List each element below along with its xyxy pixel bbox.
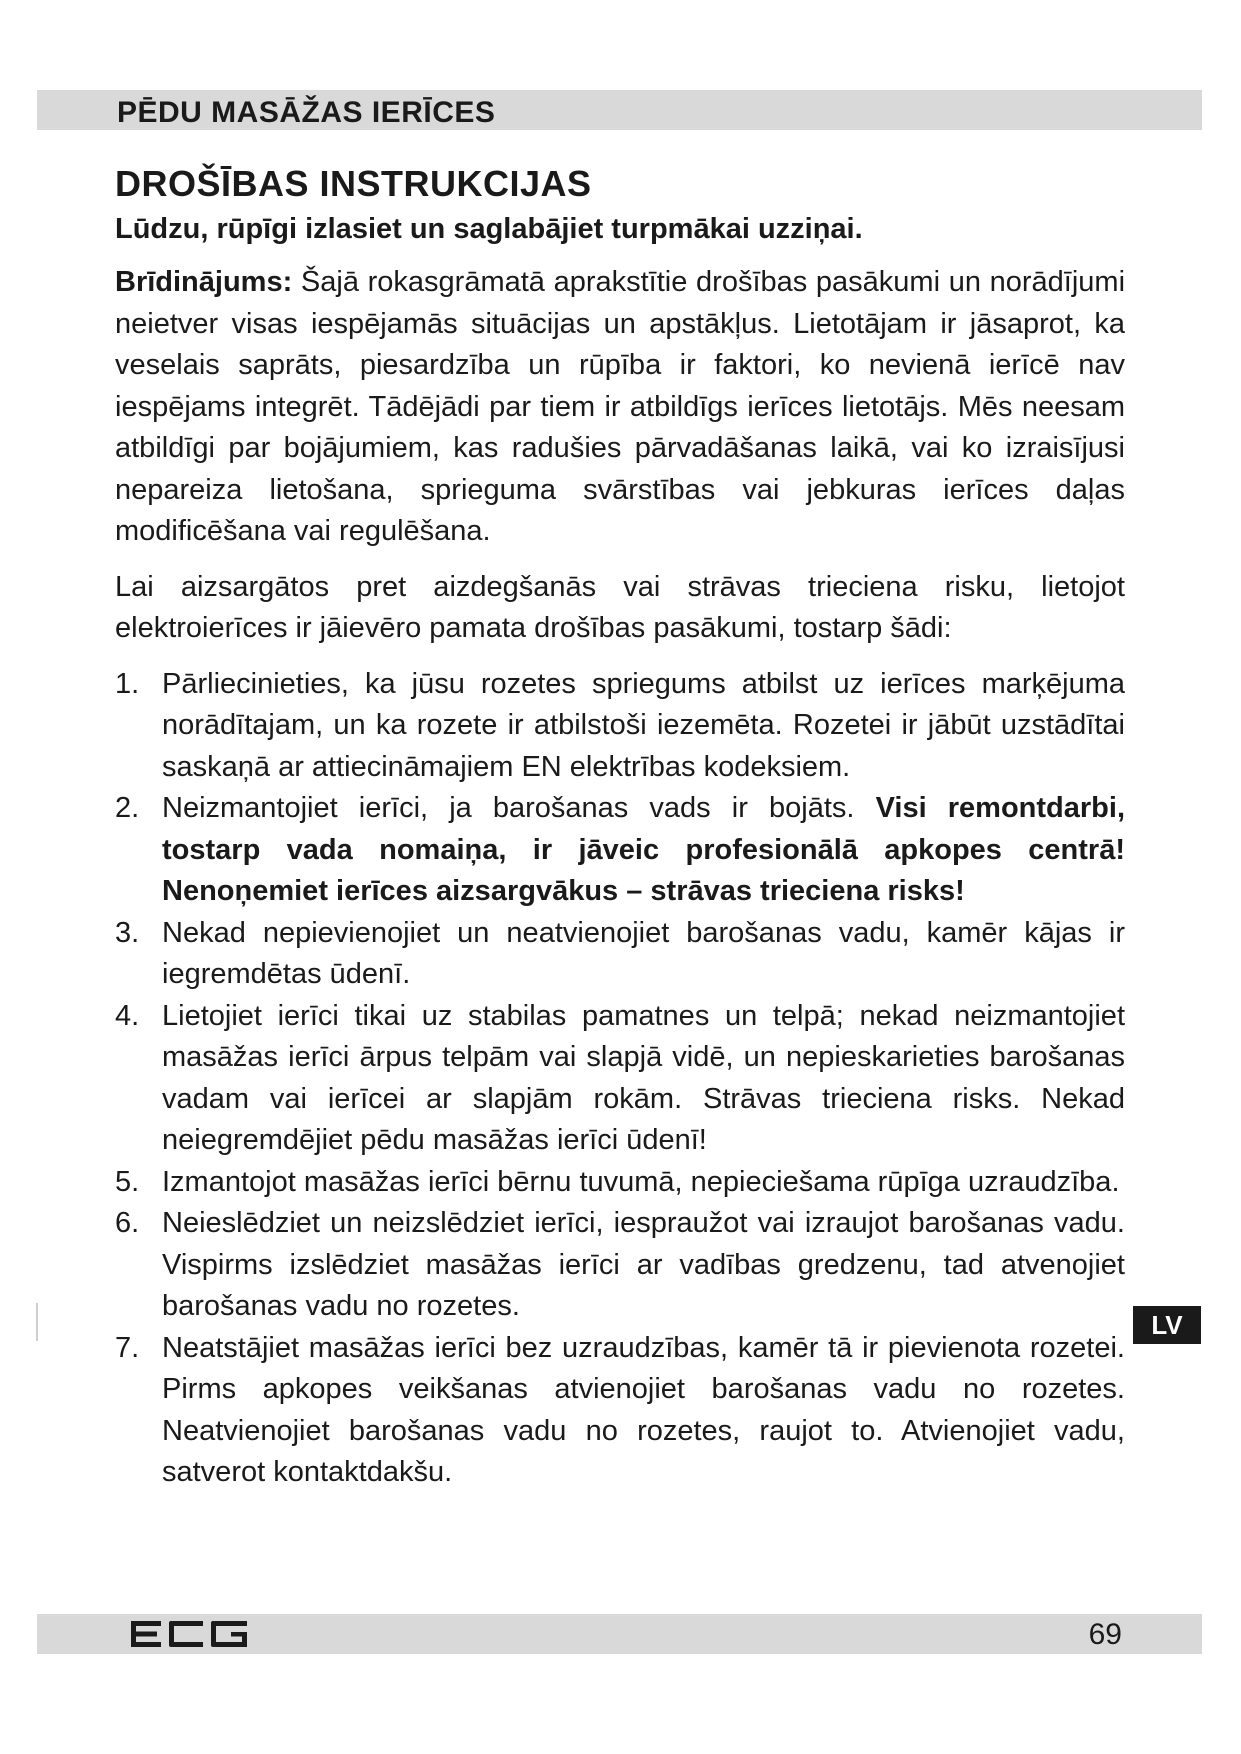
header-title: PĒDU MASĀŽAS IERĪCES <box>117 96 496 129</box>
item-text: Pārliecinieties, ka jūsu rozetes spriegums atbilst uz ierīces marķējuma norādītajam, un ka rozete ir atbilstoši iezemēta. Rozetei ir jābūt uzstādītai saskaņā ar attiecināmajiem EN elektrības kodeksiem. <box>162 667 1125 783</box>
item-text: Nekad nepievienojiet un neatvienojiet barošanas vadu, kamēr kājas ir iegremdētas ūdenī. <box>162 916 1125 990</box>
ecg-logo <box>129 1618 249 1650</box>
item-text: Neizmantojiet ierīci, ja barošanas vads ir bojāts. <box>162 792 876 824</box>
item-number: 5. <box>115 1165 140 1198</box>
warning-text: Šajā rokasgrāmatā aprakstītie drošības pasākumi un norādījumi neietver visas iespējamās situācijas un apstākļus. Lietotājam ir jāsaprot, ka veselais saprāts, piesardzība un rūpība ir faktori, ko nevienā ierīcē nav iespējams integrēt. Tādējādi par tiem ir atbildīgs ierīces lietotājs. Mēs neesam atbildīgi par bojājumiem, kas radušies pārvadāšanas laikā, vai ko izraisījusi nepareiza lietošana, sprieguma svārstības vai jebkuras ierīces daļas modificēšana vai regulēšana. <box>115 266 1126 547</box>
item-text: Neieslēdziet un neizslēdziet ierīci, iespraužot vai izraujot barošanas vadu. Vispirms izslēdziet masāžas ierīci ar vadības gredzenu, tad atvenojiet barošanas vadu no rozetes. <box>162 1207 1125 1322</box>
margin-mark <box>36 1303 38 1341</box>
item-number: 6. <box>115 1207 140 1239</box>
section-title: DROŠĪBAS INSTRUKCIJAS <box>115 163 592 204</box>
page-number: 69 <box>1088 1618 1122 1651</box>
item-emphasis: Visi remontdarbi, tostarp vada nomaiņa, ir jāveic profesionālā apkopes centrā! Nenoņemiet ierīces aizsargvākus – strāvas trieciena risks! <box>162 792 1125 907</box>
item-number: 7. <box>115 1331 140 1364</box>
item-number: 2. <box>115 792 140 824</box>
item-text: Lietojiet ierīci tikai uz stabilas pamatnes un telpā; nekad neizmantojiet masāžas ierīci ārpus telpām vai slapjā vidē, un nepieskarieties barošanas vadam vai ierīcei ar slapjām rokām. Strāvas trieciena risks. Nekad neiegremdējiet pēdu masāžas ierīci ūdenī! <box>162 999 1125 1156</box>
safety-list <box>115 664 1125 1494</box>
page-content <box>115 160 1125 1494</box>
warning-label: Brīdinājums: <box>115 266 293 298</box>
list-item <box>115 664 1125 789</box>
item-text: Neatstājiet masāžas ierīci bez uzraudzības, kamēr tā ir pievienota rozetei. Pirms apkopes veikšanas atvienojiet barošanas vadu no rozetes. Neatvienojiet barošanas vadu no rozetes, raujot to. Atvienojiet vadu, satverot kontaktdakšu. <box>162 1331 1125 1488</box>
intro-paragraph: Lai aizsargātos pret aizdegšanās vai strāvas trieciena risku, lietojot elektroierīces ir jāievēro pamata drošības pasākumi, tostarp šādi: <box>115 570 1125 644</box>
language-tab: LV <box>1133 1306 1201 1344</box>
list-item <box>115 996 1125 1162</box>
item-number: 1. <box>115 667 140 700</box>
list-item <box>115 1328 1125 1494</box>
list-item <box>115 788 1125 913</box>
header-bar <box>37 90 1202 130</box>
item-number: 4. <box>115 999 140 1032</box>
list-item <box>115 1203 1125 1328</box>
item-text: Izmantojot masāžas ierīci bērnu tuvumā, nepieciešama rūpīga uzraudzība. <box>162 1165 1120 1198</box>
warning-paragraph <box>115 262 1125 553</box>
list-item <box>115 1162 1125 1204</box>
list-item <box>115 913 1125 996</box>
footer-bar <box>37 1614 1202 1654</box>
item-number: 3. <box>115 916 140 949</box>
section-subtitle: Lūdzu, rūpīgi izlasiet un saglabājiet turpmākai uzziņai. <box>115 213 863 245</box>
